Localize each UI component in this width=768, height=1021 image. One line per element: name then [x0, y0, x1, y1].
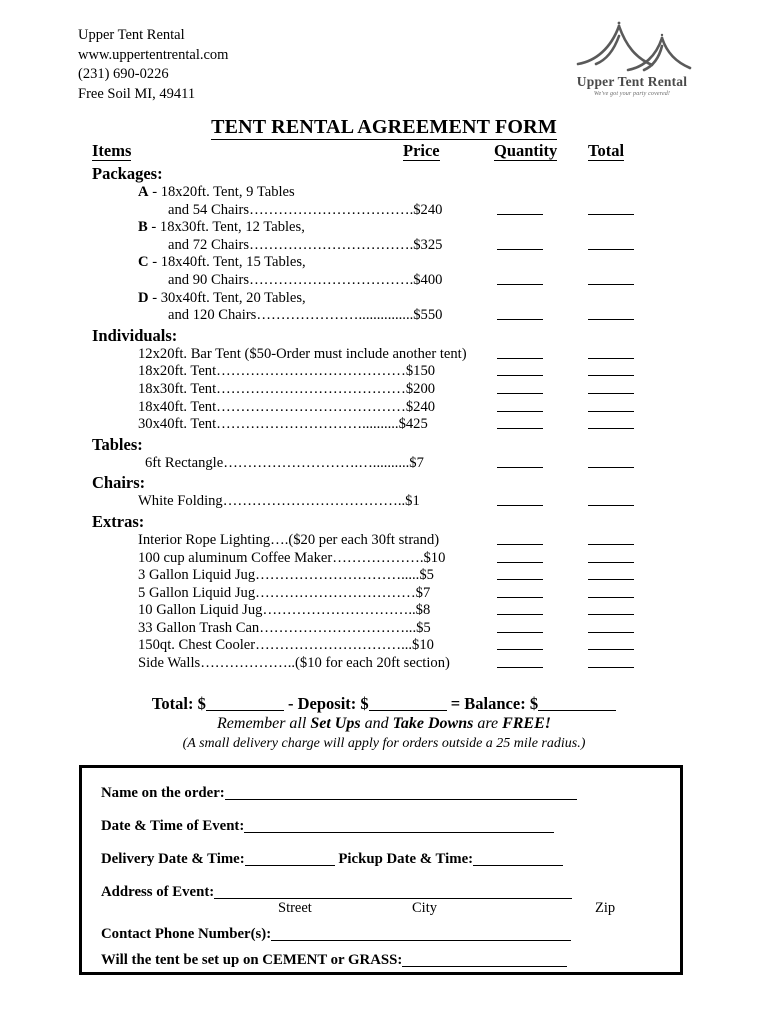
quantity-input-blank[interactable] [497, 579, 543, 580]
price-list-row [0, 346, 768, 364]
company-address: Free Soil MI, 49411 [78, 85, 196, 102]
total-input-blank[interactable] [588, 249, 634, 250]
price-list-row [0, 381, 768, 399]
price-list-row-label: 3 Gallon Liquid Jug………………………….....$5 [138, 567, 434, 584]
price-list-row-label: A - 18x20ft. Tent, 9 Tables [138, 184, 295, 200]
price-list-row-label: 6ft Rectangle……………………….…..........$7 [145, 454, 424, 471]
field-delivery-datetime-input[interactable] [245, 865, 335, 866]
total-input-blank[interactable] [588, 614, 634, 615]
tent-peak-dot-right [661, 34, 663, 36]
total-input-blank[interactable] [588, 467, 634, 468]
package-letter: C [138, 254, 149, 271]
price-list-row-label: C - 18x40ft. Tent, 15 Tables, [138, 254, 306, 271]
total-input-blank[interactable] [588, 358, 634, 359]
quantity-input-blank[interactable] [497, 667, 543, 668]
price-list-row [0, 637, 768, 655]
total-input-blank[interactable] [588, 284, 634, 285]
field-address-of-event-label: Address of Event: [101, 884, 215, 900]
quantity-input-blank[interactable] [497, 319, 543, 320]
field-name-on-order [101, 785, 577, 802]
balance-label: = Balance: $ [450, 694, 539, 713]
field-name-on-order-input[interactable] [225, 799, 577, 800]
free-note-post: are [473, 715, 503, 732]
package-letter: A [138, 184, 149, 200]
price-list-row [0, 655, 768, 673]
quantity-input-blank[interactable] [497, 214, 543, 215]
address-sublabels [82, 900, 686, 918]
order-details-form [79, 765, 683, 975]
quantity-input-blank[interactable] [497, 249, 543, 250]
logo-tagline: We've got your party covered! [593, 91, 671, 97]
price-list-row-label: 18x30ft. Tent…………………………………$200 [138, 380, 436, 397]
total-input-blank[interactable] [588, 544, 634, 545]
field-delivery-datetime-label: Delivery Date & Time: [101, 851, 245, 867]
package-letter: D [138, 289, 149, 306]
price-list-row-label: White Folding………………………………..$1 [138, 493, 420, 510]
field-pickup-datetime-input[interactable] [473, 865, 563, 866]
field-contact-phone-input[interactable] [271, 940, 571, 941]
section-heading: Extras: [92, 511, 145, 531]
total-input-blank[interactable] [588, 393, 634, 394]
price-list-row [0, 620, 768, 638]
price-list-row [0, 567, 768, 585]
balance-input-blank[interactable] [538, 710, 616, 711]
price-list-row [0, 602, 768, 620]
section-heading: Packages: [92, 164, 163, 183]
quantity-input-blank[interactable] [497, 597, 543, 598]
total-input-blank[interactable] [588, 632, 634, 633]
field-date-time-of-event-input[interactable] [244, 832, 554, 833]
price-list-row-label: Side Walls………………..($10 for each 20ft section) [138, 655, 450, 672]
price-list-row [0, 290, 768, 308]
free-note-pre: Remember all [217, 715, 311, 732]
price-list-row-label: 5 Gallon Liquid Jug……………………………$7 [138, 584, 431, 601]
field-address-of-event-input[interactable] [214, 898, 572, 899]
total-input-blank[interactable] [588, 562, 634, 563]
column-header-price [403, 141, 440, 161]
column-header-quantity-label: Quantity [494, 141, 558, 160]
deposit-input-blank[interactable] [369, 710, 447, 711]
total-input-blank[interactable] [588, 319, 634, 320]
column-header-row [0, 141, 768, 161]
price-list-row [0, 237, 768, 255]
logo-wordmark: Upper Tent Rental [576, 74, 688, 89]
price-list-row [0, 307, 768, 325]
section-heading: Individuals: [92, 325, 178, 345]
free-note-mid: and [360, 715, 393, 732]
field-date-time-of-event [101, 818, 554, 835]
company-phone: (231) 690-0226 [78, 66, 169, 82]
total-input-blank[interactable] [588, 375, 634, 376]
section-heading: Chairs: [92, 473, 146, 493]
total-input-blank[interactable] [588, 649, 634, 650]
company-name: Upper Tent Rental [78, 27, 185, 43]
quantity-input-blank[interactable] [497, 649, 543, 650]
quantity-input-blank[interactable] [497, 358, 543, 359]
field-contact-phone [101, 926, 571, 943]
price-list-row [0, 202, 768, 220]
total-input-blank[interactable] [588, 428, 634, 429]
price-list-row-label: Interior Rope Lighting….($20 per each 30ft strand) [138, 531, 440, 548]
field-name-on-order-label: Name on the order: [101, 785, 225, 801]
total-input-blank[interactable] [588, 214, 634, 215]
quantity-input-blank[interactable] [497, 505, 543, 506]
column-header-price-label: Price [403, 141, 440, 160]
page-title-text: TENT RENTAL AGREEMENT FORM [211, 116, 557, 138]
free-setup-note [0, 715, 768, 733]
tent-logo-icon [566, 20, 698, 76]
price-list-row [0, 399, 768, 417]
field-pickup-datetime-label: Pickup Date & Time: [338, 851, 474, 867]
column-header-quantity [494, 141, 557, 161]
price-list-row-label: and 120 Chairs…………………...............$550 [168, 307, 443, 324]
company-website: www.uppertentrental.com [78, 46, 229, 63]
price-list-row [0, 254, 768, 272]
price-list-row-label: 30x40ft. Tent…………………………..........$425 [138, 416, 428, 433]
price-list-row-label: 10 Gallon Liquid Jug…………………………..$8 [138, 602, 431, 619]
column-header-items-label: Items [92, 141, 132, 160]
quantity-input-blank[interactable] [497, 393, 543, 394]
column-header-total [588, 141, 624, 161]
company-logo [566, 20, 698, 102]
total-input-blank[interactable] [588, 579, 634, 580]
quantity-input-blank[interactable] [497, 467, 543, 468]
free-note-takedowns: Take Downs [392, 715, 474, 732]
quantity-input-blank[interactable] [497, 284, 543, 285]
address-sublabel-zip: Zip [595, 900, 616, 916]
quantity-input-blank[interactable] [497, 411, 543, 412]
price-list-row [0, 585, 768, 603]
quantity-input-blank[interactable] [497, 614, 543, 615]
price-list-row-label: 12x20ft. Bar Tent ($50-Order must include another tent) [138, 345, 467, 362]
totals-line [0, 694, 768, 714]
free-note-free: FREE! [502, 715, 551, 732]
total-input-blank[interactable] [206, 710, 284, 711]
price-list-row-label: 18x20ft. Tent…………………………………$150 [138, 363, 436, 380]
field-surface-type-input[interactable] [402, 966, 567, 967]
price-list-row [0, 363, 768, 381]
quantity-input-blank[interactable] [497, 544, 543, 545]
field-surface-type [101, 952, 567, 969]
price-list-row [0, 532, 768, 550]
field-surface-type-label: Will the tent be set up on CEMENT or GRASS: [101, 952, 403, 968]
total-input-blank[interactable] [588, 411, 634, 412]
delivery-charge-note: (A small delivery charge will apply for orders outside a 25 mile radius.) [182, 736, 586, 751]
price-list-row [0, 416, 768, 434]
price-list-row-label: 33 Gallon Trash Can…………………………...$5 [138, 619, 431, 636]
address-sublabel-city: City [412, 900, 437, 916]
price-list-row-label: and 72 Chairs…………………………….$325 [168, 236, 443, 253]
document-header [78, 26, 698, 106]
price-list-row-label: D - 30x40ft. Tent, 20 Tables, [138, 289, 306, 306]
quantity-input-blank[interactable] [497, 428, 543, 429]
quantity-input-blank[interactable] [497, 375, 543, 376]
total-input-blank[interactable] [588, 505, 634, 506]
quantity-input-blank[interactable] [497, 562, 543, 563]
field-contact-phone-label: Contact Phone Number(s): [101, 926, 272, 942]
company-contact-block [78, 26, 228, 104]
price-list-row [0, 455, 768, 473]
price-list-row [0, 184, 768, 202]
field-delivery-pickup [101, 851, 563, 868]
package-letter: B [138, 219, 148, 236]
total-input-blank[interactable] [588, 667, 634, 668]
price-list-row [0, 493, 768, 511]
price-list-row-label: and 90 Chairs…………………………….$400 [168, 271, 443, 288]
column-header-items [92, 141, 131, 161]
price-list-row [0, 272, 768, 290]
price-list-row [0, 550, 768, 568]
price-list-row [0, 219, 768, 237]
field-address-of-event [101, 884, 572, 901]
total-label: Total: $ [151, 694, 206, 713]
total-input-blank[interactable] [588, 597, 634, 598]
page-title [0, 116, 768, 139]
price-list-row-label: and 54 Chairs…………………………….$240 [168, 201, 443, 218]
price-list [0, 163, 768, 673]
column-header-total-label: Total [588, 141, 625, 160]
address-sublabel-street: Street [278, 900, 312, 916]
quantity-input-blank[interactable] [497, 632, 543, 633]
price-list-row-label: B - 18x30ft. Tent, 12 Tables, [138, 219, 305, 236]
price-list-row-label: 100 cup aluminum Coffee Maker……………….$10 [138, 549, 446, 566]
free-note-setups: Set Ups [310, 715, 361, 732]
price-list-row-label: 150qt. Chest Cooler…………………………...$10 [138, 637, 434, 654]
deposit-label: - Deposit: $ [287, 694, 369, 713]
price-list-row-label: 18x40ft. Tent…………………………………$240 [138, 398, 436, 415]
tent-peak-dot-left [618, 22, 621, 25]
field-date-time-of-event-label: Date & Time of Event: [101, 818, 245, 834]
section-heading: Tables: [92, 434, 143, 454]
